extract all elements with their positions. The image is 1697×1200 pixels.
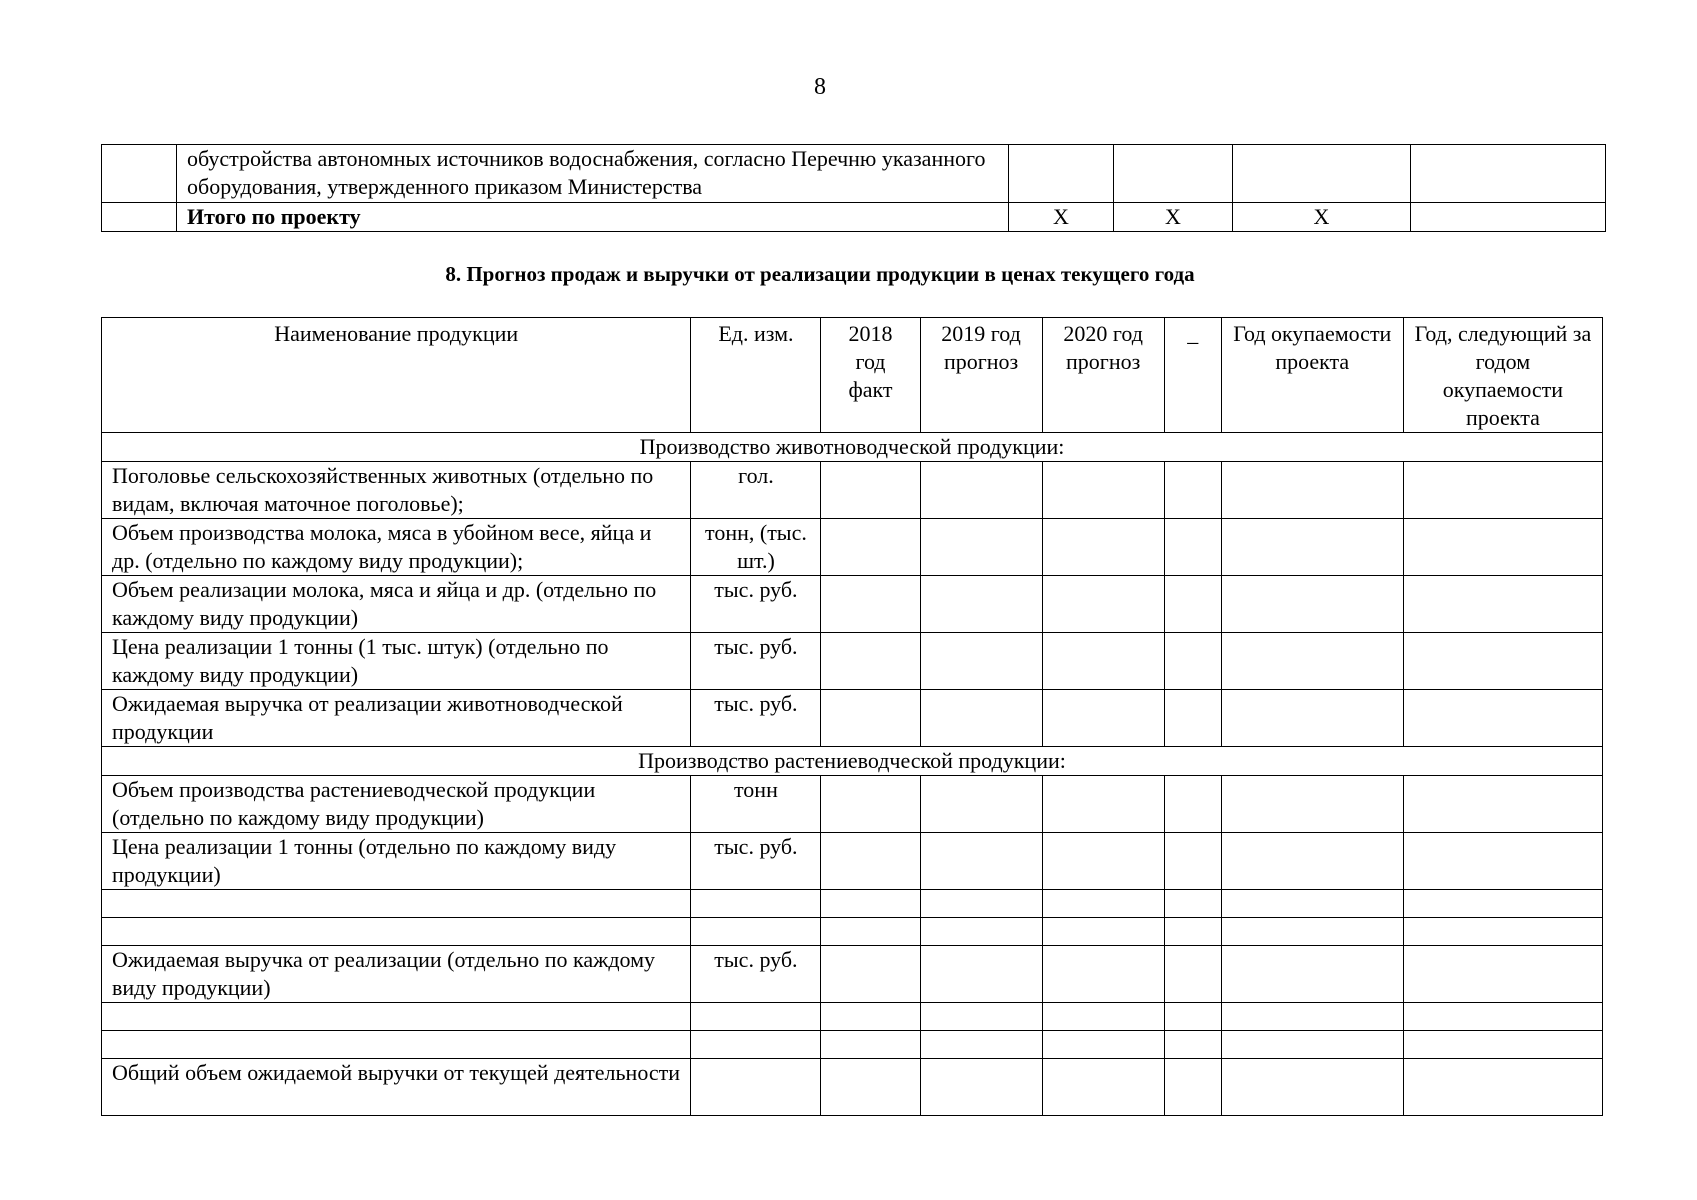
table-cell <box>1164 776 1221 833</box>
table-cell <box>1164 633 1221 690</box>
row-name: Общий объем ожидаемой выручки от текущей деятельности <box>102 1059 691 1116</box>
row-name: Объем производства растениеводческой продукции (отдельно по каждому виду продукции) <box>102 776 691 833</box>
total-label: Итого по проекту <box>177 203 1009 232</box>
table-cell <box>1164 1031 1221 1059</box>
table-cell <box>920 519 1042 576</box>
table-cell <box>1411 203 1606 232</box>
table-cell <box>821 576 920 633</box>
top-table <box>101 144 1606 232</box>
table-cell <box>920 1031 1042 1059</box>
header-product: Наименование продукции <box>102 318 691 433</box>
table-cell <box>1042 690 1164 747</box>
table-cell <box>1403 576 1602 633</box>
table-row <box>102 203 1606 232</box>
table-cell <box>1164 1059 1221 1116</box>
table-cell <box>920 946 1042 1003</box>
row-name: Объем реализации молока, мяса и яйца и др. (отдельно по каждому виду продукции) <box>102 576 691 633</box>
table-cell <box>1403 633 1602 690</box>
table-cell <box>1164 918 1221 946</box>
table-cell <box>1009 145 1114 203</box>
table-cell <box>1403 776 1602 833</box>
table-cell <box>821 462 920 519</box>
table-cell <box>1164 1003 1221 1031</box>
table-cell <box>1164 576 1221 633</box>
table-cell <box>821 633 920 690</box>
row-unit <box>691 1003 821 1031</box>
row-name: Ожидаемая выручка от реализации животноводческой продукции <box>102 690 691 747</box>
table-cell <box>102 145 177 203</box>
table-cell <box>1042 946 1164 1003</box>
table-cell <box>1164 833 1221 890</box>
table-cell <box>821 690 920 747</box>
table-row <box>102 776 1603 833</box>
table-cell <box>821 776 920 833</box>
table-cell <box>821 833 920 890</box>
table-row <box>102 145 1606 203</box>
table-row <box>102 918 1603 946</box>
table-cell <box>1042 776 1164 833</box>
section-row-crop <box>102 747 1603 776</box>
page-number: 8 <box>814 74 826 100</box>
table-cell <box>1403 1031 1602 1059</box>
table-cell <box>102 203 177 232</box>
table-cell <box>1403 1059 1602 1116</box>
table-cell: Х <box>1233 203 1411 232</box>
table-cell <box>1221 633 1403 690</box>
table-cell <box>1403 946 1602 1003</box>
row-unit: тонн, (тыс. шт.) <box>691 519 821 576</box>
table-cell <box>821 1059 920 1116</box>
header-after-payback: Год, следующий за годом окупаемости проекта <box>1403 318 1602 433</box>
table-row <box>102 833 1603 890</box>
table-cell <box>1233 145 1411 203</box>
header-dash: _ <box>1164 318 1221 433</box>
row-name: Поголовье сельскохозяйственных животных (отдельно по видам, включая маточное поголовье); <box>102 462 691 519</box>
table-cell <box>1403 833 1602 890</box>
row-unit <box>691 1031 821 1059</box>
table-header-row <box>102 318 1603 433</box>
header-payback: Год окупаемости проекта <box>1221 318 1403 433</box>
row-unit: тыс. руб. <box>691 690 821 747</box>
table-cell <box>1221 946 1403 1003</box>
section-row-livestock <box>102 433 1603 462</box>
table-row <box>102 633 1603 690</box>
row-name: Цена реализации 1 тонны (1 тыс. штук) (отдельно по каждому виду продукции) <box>102 633 691 690</box>
table-cell <box>1221 1003 1403 1031</box>
table-cell <box>1403 519 1602 576</box>
table-cell <box>1164 462 1221 519</box>
table-cell <box>821 918 920 946</box>
row-name <box>102 1003 691 1031</box>
table-cell <box>1042 1059 1164 1116</box>
table-row <box>102 1059 1603 1116</box>
table-cell <box>821 946 920 1003</box>
table-cell <box>1164 890 1221 918</box>
table-cell <box>1221 833 1403 890</box>
table-row <box>102 519 1603 576</box>
table-cell <box>1164 946 1221 1003</box>
row-unit: тыс. руб. <box>691 946 821 1003</box>
table-cell <box>1114 145 1233 203</box>
table-cell <box>1403 1003 1602 1031</box>
table-cell <box>1221 576 1403 633</box>
header-2020: 2020 год прогноз <box>1042 318 1164 433</box>
table-cell <box>1042 462 1164 519</box>
row-unit: тыс. руб. <box>691 576 821 633</box>
table-cell-name: обустройства автономных источников водоснабжения, согласно Перечню указанного оборудования, утвержденного приказом Министерства <box>177 145 1009 203</box>
forecast-table <box>101 317 1603 1116</box>
table-cell <box>1164 519 1221 576</box>
table-row <box>102 462 1603 519</box>
table-cell <box>920 1059 1042 1116</box>
table-cell <box>1403 462 1602 519</box>
header-2019: 2019 год прогноз <box>920 318 1042 433</box>
table-cell <box>821 1031 920 1059</box>
table-cell <box>1221 1031 1403 1059</box>
table-cell <box>920 833 1042 890</box>
header-2018: 2018 год факт <box>821 318 920 433</box>
row-name <box>102 918 691 946</box>
row-name: Ожидаемая выручка от реализации (отдельно по каждому виду продукции) <box>102 946 691 1003</box>
table-cell <box>920 1003 1042 1031</box>
table-row <box>102 946 1603 1003</box>
table-row <box>102 690 1603 747</box>
table-cell <box>1042 633 1164 690</box>
header-unit: Ед. изм. <box>691 318 821 433</box>
table-cell: Х <box>1009 203 1114 232</box>
table-cell <box>1221 890 1403 918</box>
table-cell <box>1221 918 1403 946</box>
table-cell <box>1221 776 1403 833</box>
row-unit <box>691 1059 821 1116</box>
table-row <box>102 576 1603 633</box>
section-label: Производство растениеводческой продукции: <box>102 747 1603 776</box>
table-cell <box>1042 918 1164 946</box>
table-cell <box>1221 690 1403 747</box>
row-unit <box>691 918 821 946</box>
row-unit: гол. <box>691 462 821 519</box>
row-name <box>102 1031 691 1059</box>
table-row <box>102 890 1603 918</box>
table-cell <box>1042 519 1164 576</box>
table-cell <box>1042 833 1164 890</box>
table-cell <box>920 633 1042 690</box>
table-cell <box>920 890 1042 918</box>
table-cell <box>1042 1003 1164 1031</box>
table-cell <box>1403 918 1602 946</box>
table-row <box>102 1003 1603 1031</box>
row-unit: тыс. руб. <box>691 633 821 690</box>
table-cell <box>1042 890 1164 918</box>
table-cell <box>920 776 1042 833</box>
table-cell <box>1042 576 1164 633</box>
table-row <box>102 1031 1603 1059</box>
table-cell <box>821 1003 920 1031</box>
table-cell <box>1221 462 1403 519</box>
row-name: Цена реализации 1 тонны (отдельно по каждому виду продукции) <box>102 833 691 890</box>
table-cell: Х <box>1114 203 1233 232</box>
table-cell <box>920 576 1042 633</box>
table-cell <box>1403 890 1602 918</box>
section-label: Производство животноводческой продукции: <box>102 433 1603 462</box>
table-cell <box>920 462 1042 519</box>
table-cell <box>821 519 920 576</box>
table-cell <box>1411 145 1606 203</box>
row-unit <box>691 890 821 918</box>
table-cell <box>920 918 1042 946</box>
table-cell <box>821 890 920 918</box>
table-cell <box>1221 519 1403 576</box>
table-cell <box>1042 1031 1164 1059</box>
row-name: Объем производства молока, мяса в убойном весе, яйца и др. (отдельно по каждому виду продукции); <box>102 519 691 576</box>
row-name <box>102 890 691 918</box>
table-cell <box>920 690 1042 747</box>
row-unit: тыс. руб. <box>691 833 821 890</box>
table-cell <box>1403 690 1602 747</box>
table-cell <box>1164 690 1221 747</box>
row-unit: тонн <box>691 776 821 833</box>
section-title: 8. Прогноз продаж и выручки от реализации продукции в ценах текущего года <box>445 262 1195 286</box>
table-cell <box>1221 1059 1403 1116</box>
